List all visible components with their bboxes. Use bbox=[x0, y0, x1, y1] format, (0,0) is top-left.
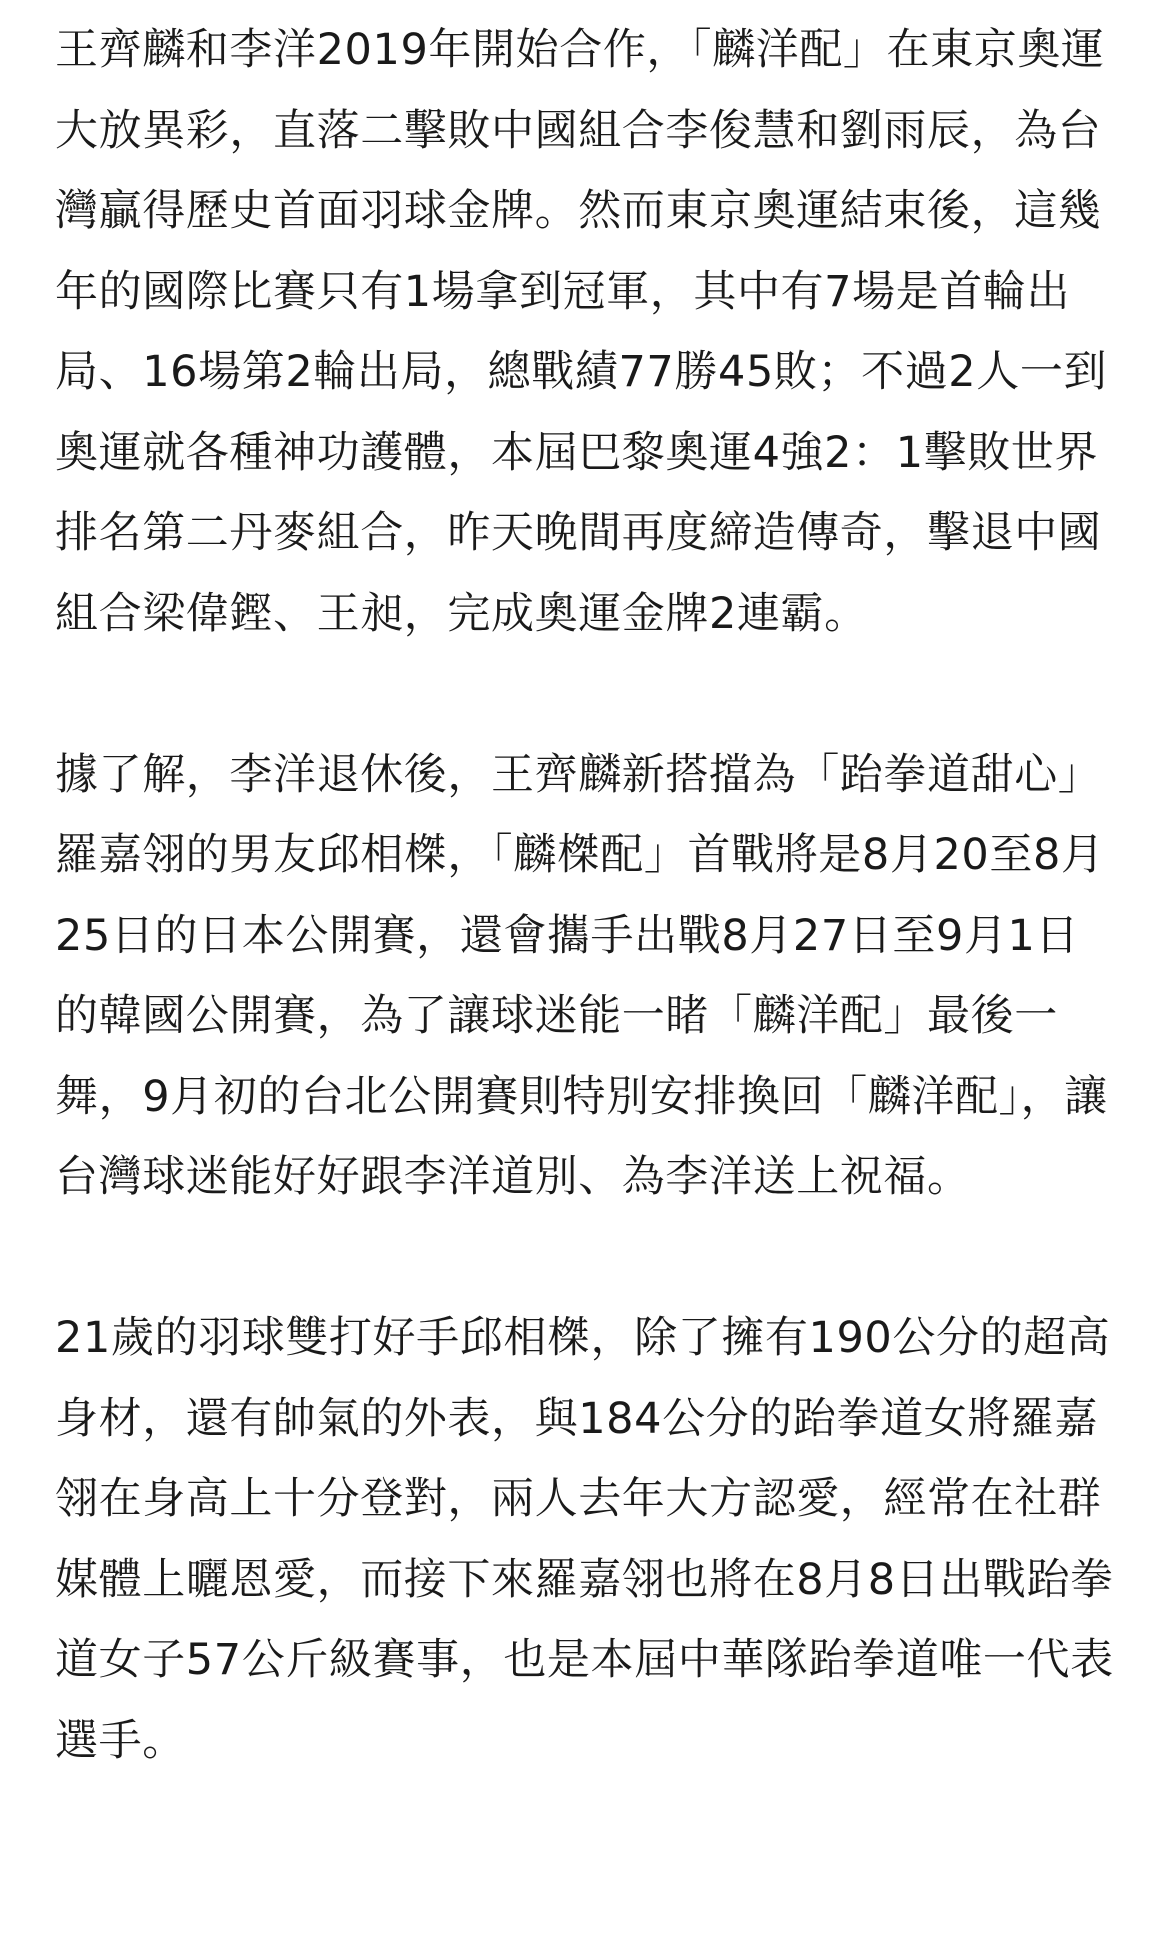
article-paragraph: 據了解，李洋退休後，王齊麟新搭擋為「跆拳道甜心」羅嘉翎的男友邱相榤，「麟榤配」首戰將是8月20至8月25日的日本公開賽，還會攜手出戰8月27日至9月1日的韓國公開賽，為了讓球迷能一睹「麟洋配」最後一舞，9月初的台北公開賽則特別安排換回「麟洋配」，讓台灣球迷能好好跟李洋道別、為李洋送上祝福。 bbox=[55, 749, 1108, 1202]
article-paragraph: 21歲的羽球雙打好手邱相榤，除了擁有190公分的超高身材，還有帥氣的外表，與184公分的跆拳道女將羅嘉翎在身高上十分登對，兩人去年大方認愛，經常在社群媒體上曬恩愛，而接下來羅嘉翎也將在8月8日出戰跆拳道女子57公斤級賽事，也是本屆中華隊跆拳道唯一代表選手。 bbox=[55, 1313, 1114, 1766]
article-body bbox=[55, 10, 1115, 1781]
article-paragraph: 王齊麟和李洋2019年開始合作，「麟洋配」在東京奧運大放異彩，直落二擊敗中國組合李俊慧和劉雨辰，為台灣贏得歷史首面羽球金牌。然而東京奧運結束後，這幾年的國際比賽只有1場拿到冠軍，其中有7場是首輪出局、16場第2輪出局，總戰績77勝45敗；不過2人一到奧運就各種神功護體，本屆巴黎奧運4強2：1擊敗世界排名第二丹麥組合，昨天晚間再度締造傳奇，擊退中國組合梁偉鏗、王昶，完成奧運金牌2連霸。 bbox=[55, 25, 1108, 639]
